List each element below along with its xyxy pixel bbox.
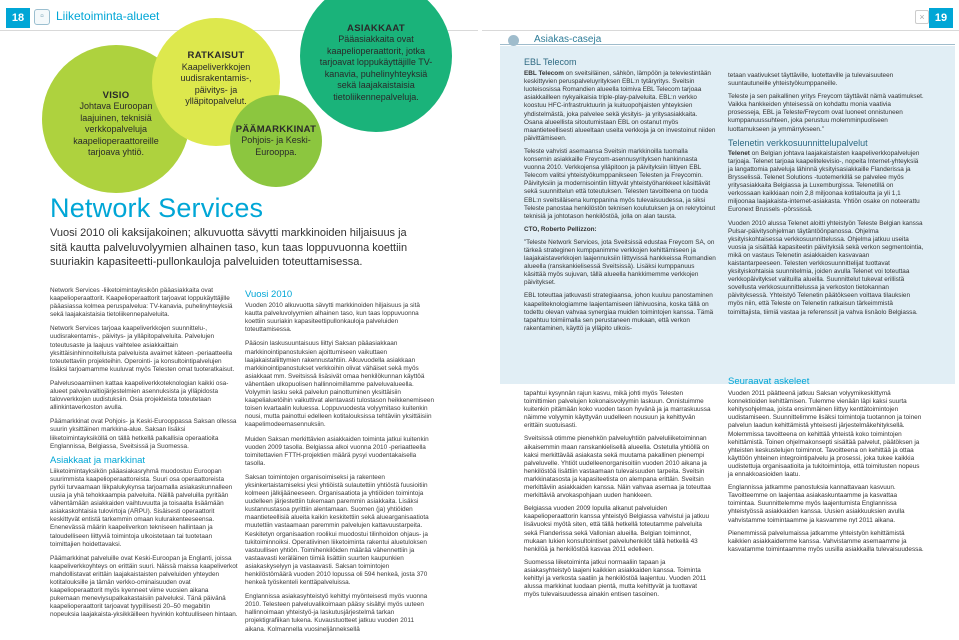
paamarkkinat-title: PÄÄMARKKINAT xyxy=(235,123,317,135)
paragraph: Network Services -liiketoimintayksikön pääasiakkaita ovat kaapelioperaattorit. Kaapelioperaattorit tarjoavat loppukäyttäjille pääasiassa kolmea peruspalvelua: TV-kanavia, puhelinyhteyksiä sekä laajakaistaisia tietoliikennepalveluita. xyxy=(50,287,233,319)
paragraph: Pääosin laskusuuntaisuus liittyi Saksan pääasiakkaan markkinointipanostuksien ajoittumiseen vaikuttaen laajakaistaliittymien rakennustahtiin. Alkuvuodella asiakkaan markkinointipanostukset verkkoihin olivat vähäiset sekä myös asiakkaat mm. Sveitsissä lisäsivät omaa henkilökunnan käyttöä vähentäen ulkopuolisen hallinnoimillamme palveluvalueella. Volyymin lasku sekä palvelun painottuminen yksittäisiin kaapelialuetöihin vaikuttivat alentavasti tulostason heikkenemiseen toisen kvartaalin kuluessa. Loppuvuodesta volyymitaso kuitenkin nousi, mutta painottui edelleen kotitalouksissa tehtäviin yksittäisiin kaapelimodeemasennuksiin. xyxy=(245,340,434,429)
paragraph: Palvelusoaamiinen kattaa kaapeliverkkoteknologian kaikki osa-alueet palveluvaltiojärjestelmien asennuksista ja ylläpidosta talovverkkojen uudistuksiin. Osia projekteista toteutetaan allinkintaverkoston avulla. xyxy=(50,379,229,412)
company-name: Telenet xyxy=(728,149,750,157)
document-icon: ▫ xyxy=(34,9,50,25)
article-column-2 xyxy=(245,287,435,640)
ratkaisut-title: RATKAISUT xyxy=(187,50,245,62)
paragraph: Suomessa liiketoiminta jatkui normaaliin tapaan ja asiakasyhteistyö laajeni kaikkien asiakkaiden kanssa. Toiminta kehittyi ja verkosta saatiin ja henkilöstöä laajentuu. Vuoden 2011 alussa markkinat luodaan pientä, mutta kehittyvät ja tuottavat myös tulevaisuudessa ainakin entisen tasoinen. xyxy=(524,558,707,599)
company-name: EBL Telecom xyxy=(524,70,564,78)
paragraph: Päämarkkinat palveluille ovat Keski-Euroopan ja Englanti, joissa kaapeliverkkoyhteys on erittäin suuri. Näissä maissa kaapeliverkot mahdollistavat erittäin laajakaistaisten palveluiden yhteyden kotitalouksille ja tämän verkko-ominaisuuden ovat kaapelioperaattorit myös kyenneet viime vuosien aikana pukemaan meneviysupalkakastaisiin palveluksi. Tänä päivänä kaapelioperaattorit tarjoavat tyypillisesti 20–50 megabitin nopeuksia laajakaista-yksikkäilleen hyvinkin kohtuulliseen hintaan. xyxy=(50,554,238,619)
right-column-2 xyxy=(728,378,924,559)
subheading-seuraavat: Seuraavat askeleet xyxy=(728,376,810,387)
right-column-1 xyxy=(524,390,714,604)
paragraph xyxy=(728,150,924,215)
paragraph: Liiketoimintayksikön pääasiakasryhmä muodostuu Euroopan suurimmista kaapelioperaattoreista. Suuri osa operaattoreista pyrkii turvaamaan liikpalukykynsa tarjoamalla asiakaskunnalleen uusia ja yhä tehokkaampia palveluita. Näillä palveluilla pyritään vähentämään asiakkaiden vaihtuvuutta ja toisaalta lisäämään asiakaskohtaisia tulovirtoja (ARPU). Sisäisesti operaattorit keskittyvät entistä tarkemmin omaan kulurakenteeseensa. Enenevässä määrin kaapeliverkon tekniseen hallintaan ja taloudelliseen liittyviä toimintoja ulkoistetaan tai tuotetaan toimittajien hoidettavaksi. xyxy=(50,467,233,548)
page-number-right: 19 xyxy=(929,8,953,28)
paamarkkinat-text: Pohjois- ja Keski-Eurooppa. xyxy=(241,135,311,157)
asiakkaat-circle xyxy=(300,0,452,132)
paragraph xyxy=(524,70,716,143)
case-marker-icon xyxy=(508,35,519,46)
case-label: Asiakas-caseja xyxy=(534,34,602,45)
paragraph-text: on sveitsiläinen, sähkön, lämpöön ja televiestintään keskittyvien peruspalveluyrityksen EBL:n tytäryritys. Sveitsin luoteisosissa Romandien alueella toimiva EBL Telecom tarjoaa asiakkailleen nykyaikaisia triple-play-palveluita. EBL:n verkko koostuu HFC-infrastruktuurin ja kuituopohjaisten yhteyksien yhdistelmästä, joka palvelee sekä yksityis- ja yritysasiakkaita. Osana alueellista sitoutumistaan EBL on ostanut myös maantieteellisesti alueeltaan useita verkkoja ja on investoinut niiden päivittämiseen. xyxy=(524,70,716,142)
section-title: Liiketoiminta-alueet xyxy=(56,9,160,23)
paragraph: tapahtui kysynnän rajun kasvu, mikä johti myös Telesten toimittimien palvelujen kokonaisvolyymin laskuun. Onnistuimme kuitenkin pitämään koko vuoden tason hyvänä ja ja marraskuussa näimme volyymin käyttyvän uudelleen nousuun ja kehittyvän erittäin suotuisasti. xyxy=(524,390,711,430)
case-title-ebl: EBL Telecom xyxy=(524,57,577,67)
case-column-2 xyxy=(728,72,924,322)
paragraph: Belgiassa vuoden 2009 lopulla alkanut palveluiden kaapelioperaattorin kanssa yhteistyö Belgiassa vahvistui ja jatkuu lisävuoksi myötä siten, että tällä hetkellä toteutamme palveluita sekä Flanderissa sekä Vallonian alueilla. Belgian toiminnot, mukaan lukien konsultointiset palveluhenkilöt tällä hetkellä 43 henkilöä ja henkilöstöä kasvaa 2011 edelleen. xyxy=(524,505,710,553)
page-number-left: 18 xyxy=(6,8,30,28)
paragraph-text: on Belgian johtava laajakaistaisten kaapeliverkkopalvelujen tarjoaja. Telenet tarjoaa kaapelitelevisio-, nopeita Internet-yhteyksiä ja langattomia palveluja lähinnä yksityisasiakkaille Flanderissa ja Brysselissä. Telenet Solutions -tuotemerkillä se palvelee myös yritysasiakkaita Belgiassa ja Luxemburgissa. Telenetillä on verkossaan kaikkiaan noin 2,8 miljoonaa kotitaloutta ja yli 1,1 miljoonaa laajakaista-internet-asiakasta. Yhtiön osake on noteerattu Euronext Brussels -pörssissä. xyxy=(728,149,920,214)
paragraph: Teleste ja sen paikallinen yritys Freycom täyttävät nämä vaatimukset. Vaikka hankkeiden yhteisessä on kohdattu monia vaativia prosesseja, EBL ja Teleste/Freycom ovat luoneet onnistuneen kumppanuussuhteen, joka perustuu molemminpuoliseen luottamukseen ja ymmärrykseen.” xyxy=(728,93,924,133)
quote: EBL toteuttaa jatkuvasti strategiaansa, johon kuuluu panostaminen kaapeliteknologiamme laajentamiseen lähivuosina, koska tällä on todettu olevan vahvaa synergiaa muiden toimintojen kanssa. Tämä tapahtuu toimiimalla sen perustaneen mukaan, että verkon rakentaminen, käyttö ja ylläpito ulkois- xyxy=(524,292,714,332)
paragraph: Vuoden 2011 päätteenä jatkuu Saksan volyymikeskittymä konnektioiden kehittämisen. Tulemme vienään läpi kaksi suurta kehitysohjelmaa, joista ensimmäinen liittyy kenttätoimintojen uudistamiseen. Suunnittelimme lisäksi toimintoja tuotannon ja toinen palvelun laadun kehittämistä yhteisesti järjestelmäkehityksellä. Molemmissa tavoitteena on kehittää yhteistä koko toimintojen kehittämistä. Toinen ohjelmakonsepti sisältää palvelut, päätöksen ja yhteisten keskustelujen toiminnot. Tavoitteena on kehittää ja ottaa käyttöön yhteinen integrointipalvelu ja prosessi, joka tukee kaikkia uudistettuja organisaatioita ja tukitoimintoja, että toimitusten nopeus ja ennakkoasioiden laatu. xyxy=(728,390,922,479)
article-intro: Vuosi 2010 oli kaksijakoinen; alkuvuotta sävytti markkinoiden hiljaisuus ja sitä kautta palveluvolyymien alhainen taso, kun taas loppuvuonna koettiin suuriakin kapasiteetti-pullonkauloja palveluiden toteuttamisessa. xyxy=(50,227,408,269)
paragraph: Pienemmissä palvelumaissa jatkamme yhteistyön kehittämistä kaikkien asiakkaidemme kanssa. Vahvistamme asemaamme ja kasvatamme toimintaamme myös uusilla asiakkailla tulevaisuudessa. xyxy=(728,529,924,553)
article-column-1 xyxy=(50,287,238,625)
paamarkkinat-circle xyxy=(230,95,322,187)
paragraph: Päämarkkinat ovat Pohjois- ja Keski-Eurooppassa Saksan ollessa suurin yksittäinen markkina-alue. Saksan lisäksi liiketoimintayksiköllä on tällä hetkellä palkallisia operaatioita Englannissa, Belgiassa, Sveitsissä ja Suomessa. xyxy=(50,418,237,450)
asiakkaat-title: ASIAKKAAT xyxy=(347,22,405,34)
asiakkaat-text: Pääasiakkaita ovat kaapelioperaattorit, jotka tarjoavat loppukäyttäjille TV-kanavia, puhelinyhteyksiä sekä laajakaistaisia tietoliikennepalveluja. xyxy=(319,34,433,102)
paragraph: Saksan toimintojen organisoimiseksi ja rakenteen yksinkertaistamiseksi yksi yhtiöistä sulautettiin yhtiöstä fuusioitiin kolmeen jälkijääneeseen. Organisaatiota ja yhtiöiden toimintoja uudelleen järjestettiin tukemaan paremmin asiakkaita. Lisäksi kustannustasoa pyrittiin alentamaan. Suomen (ja) yhtiöiden maantieteellisiä alueita kaikin keskitettiin sekä aluearganisaatiota muutettiin vastaamaan paremmin palvelujen kattavuustarpeita. Keskitetyn organisaation roolikui muodostui tilinhoidon ohjaus- ja tukitoiminnoiksi. Operatiivinen liiketoiminta rakentui aluetuloksen vastuullisen yhtiön. Toimihenkilöiden määrää vähennettiin ja vastaavasti keräläinen tiimiä lisättiin suurten kaupunkien asiakaskyselyyn ja vastaavasti. Saksan toimintojen henkilöstömäärä vuoden 2010 lopussa oli 594 henkeä, josta 370 henkeä työskenteli kenttäpalveluissa. xyxy=(245,473,429,587)
subheading-vuosi: Vuosi 2010 xyxy=(245,289,293,300)
quote-author: CTO, Roberto Pellizzon: xyxy=(524,225,597,233)
paragraph: Englannissa jatkamme panostuksia kannattavaan kasvuun. Tavoitteemme on laajentaa asiakaskuntaamme ja kasvattaa toimintaa. Suunnittelemme myös laajentumista Englannissa yhteistyössä asiakkaiden kanssa. Uusien asiakkuuksien avulla vahvistamme toimintaamme ja kasvamme nyt 2011 aikana. xyxy=(728,484,905,524)
case-title-telenet: Telenetin verkkosuunnittelupalvelut xyxy=(728,137,868,148)
ratkaisut-text: Kaapeliverkkojen uudisrakentamis-, päivitys- ja ylläpitopalvelut. xyxy=(180,61,252,107)
paragraph: Muiden Saksan merkittävien asiakkaiden toiminta jatkui kuitenkin vuoden 2009 tasolla. Belgiassa alkoi vuonna 2010 -periaatteella toimitettavien FTTH-projektien määrä pysyi vuodentakaisella tasolla. xyxy=(245,435,429,467)
paragraph: tetaan vaativukset täyttäville, luotettaville ja tulevaisuuteen suuntautuneille yhteistyökumppaneille. xyxy=(728,72,894,88)
quote: ”Teleste Network Services, jota Sveitsissä edustaa Freycom SA, on tärkeä strateginen kumppanimme verkkojen kehittämiseen ja laajakaistaverkkojen laajennuksiin liittyvissä hankkeissa Romandien alueella (ranskankielisessä Sveitsissä). Lisäksi kumppanuus käsittää myös sujuvan, tällä alueella hankkimemme verkkojen päivitykset. xyxy=(524,238,716,287)
visio-text: Johtava Euroopan laajuinen, teknisiä verkkopalveluja kaapelioperaattoreille tarjoava yhtiö. xyxy=(73,101,159,157)
paragraph: Vuoden 2010 alussa Telenet aloitti yhteistyön Teleste Belgian kanssa Pulsar-päivitysohjelman täytäntöönpanossa. Ohjelma yksityiskohtaisessa verkkosuunnittelussa. Ohjelma jatkuu useita vuosia ja sisältää kapasiteetin päivityksiä sekä verkon segmentointia, mikä on vastaus Telenetin asiakkaiden kasvavaan kaistantarpeeseen. Telesten verkkosuunnittelijat tuottavat yksityiskohtaisia suunnitelmia, joiden avulla Telenet voi toteuttaa verkkopäivitykset valituilla alueilla. Suunnittelut tukevat erillistä sovellusta verkkosuunnittelussa ja verkoston tietokannan päivityksessä. Yhteistyö Telenetin päätökseen voittava tilauksien myös niin, että Teleste on Telenetin ratkaisun tärkeimmistä toimittajista, tiimiä vastaa ja referenssit ja vahva lisnäolo Belgiassa. xyxy=(728,219,924,316)
paragraph: Vuoden 2010 alkuvuotta sävytti markkinoiden hiljaisuus ja sitä kautta palveluvolyymien alhainen taso, kun taas loppuvuonna koettiin suuriakin kapasiteettipullonkauloja palveluiden toteuttamisessa. xyxy=(245,302,420,334)
subheading-asiakkaat: Asiakkaat ja markkinat xyxy=(50,454,146,466)
case-header xyxy=(500,24,720,60)
case-column-1 xyxy=(524,58,716,338)
paragraph: Teleste vahvisti asemaansa Sveitsin markkinoilla tuomalla konsernin asiakkaille Freycom-asennusyrityksen hankinnasta vuonna 2010. Verkkojensa ylläpitoon ja päivityksiin liittyen EBL Telecom valitsi yhteistyökumppanikseen Telesten ja Freycomin. Päivityksiin ja modernisointiin liittyvät yhteistyöhankkeet käsittävät sekä suunnittelun että toteutuksen. Telesten tavoitteena on tuoda EBL:n sveitsiläisena kumppanina myös tulevaisuudessa, ja siksi Teleste panostaa henkilöstön teknisen koulutuksen ja on rekrytoinut teknisiä ja johtotason henkilöstöä, jolla on alan tausta. xyxy=(524,147,716,220)
paragraph: Network Services tarjoaa kaapeliverkkojen suunnittelu-, uudisrakentamis-, päivitys- ja ylläpitopalveluita. Palvelujen toteutusaste ja laajuus vaihtelee asiakkaittain yksittäisinhinnoitelluista palveluista avaimet käteen -periaatteella toteutettaviin projekteihin. Operointi- ja konsultointipalvelujen lisäksi tarjoamamme kuuluvat myös Telesten omat tuoteratkaisut. xyxy=(50,325,235,373)
article-title: Network Services xyxy=(50,193,264,223)
paragraph: Englannissa asiakasyhteistyö kehittyi myönteisesti myös vuonna 2010. Telesteen palveluvalikoimaan pääsy sisältyi myös uuteen hallinnoimaan yhteistyö-ja laskutusjärjestelmä tarkan projektigrafiikan tukena. Kuvaustuotteet jatkuu vuoden 2011 aikana. Kolmannella vuosineljänneksellä xyxy=(245,593,428,633)
close-icon: × xyxy=(915,10,929,24)
paragraph: Sveitsissä otimme pienehkön palveluyhtiön palveluliiketoiminnan aikaisemmin maan ranskankielisellä alueella. Ostetulla yhtiöllä on kaksi merkittävää asiakasta sekä muutama pakallinen pienempi palveluvelle. Yhtiöt uudelleenorganisoitiin vuoden 2010 aikana ja henkilöstöä lisättiin vastaamaan tulevaisuuden tarpeita. Sveitsin markkinatasosta ja kapasiteetista on alempana erittäin. Sveitsin merkittäviin asiakkaiden kanssa. Näin vahvaa asemaa ja toteuttaa merkittäviä arvokaspohjaan uuden hankkeen. xyxy=(524,435,711,500)
visio-title: VISIO xyxy=(102,89,130,101)
